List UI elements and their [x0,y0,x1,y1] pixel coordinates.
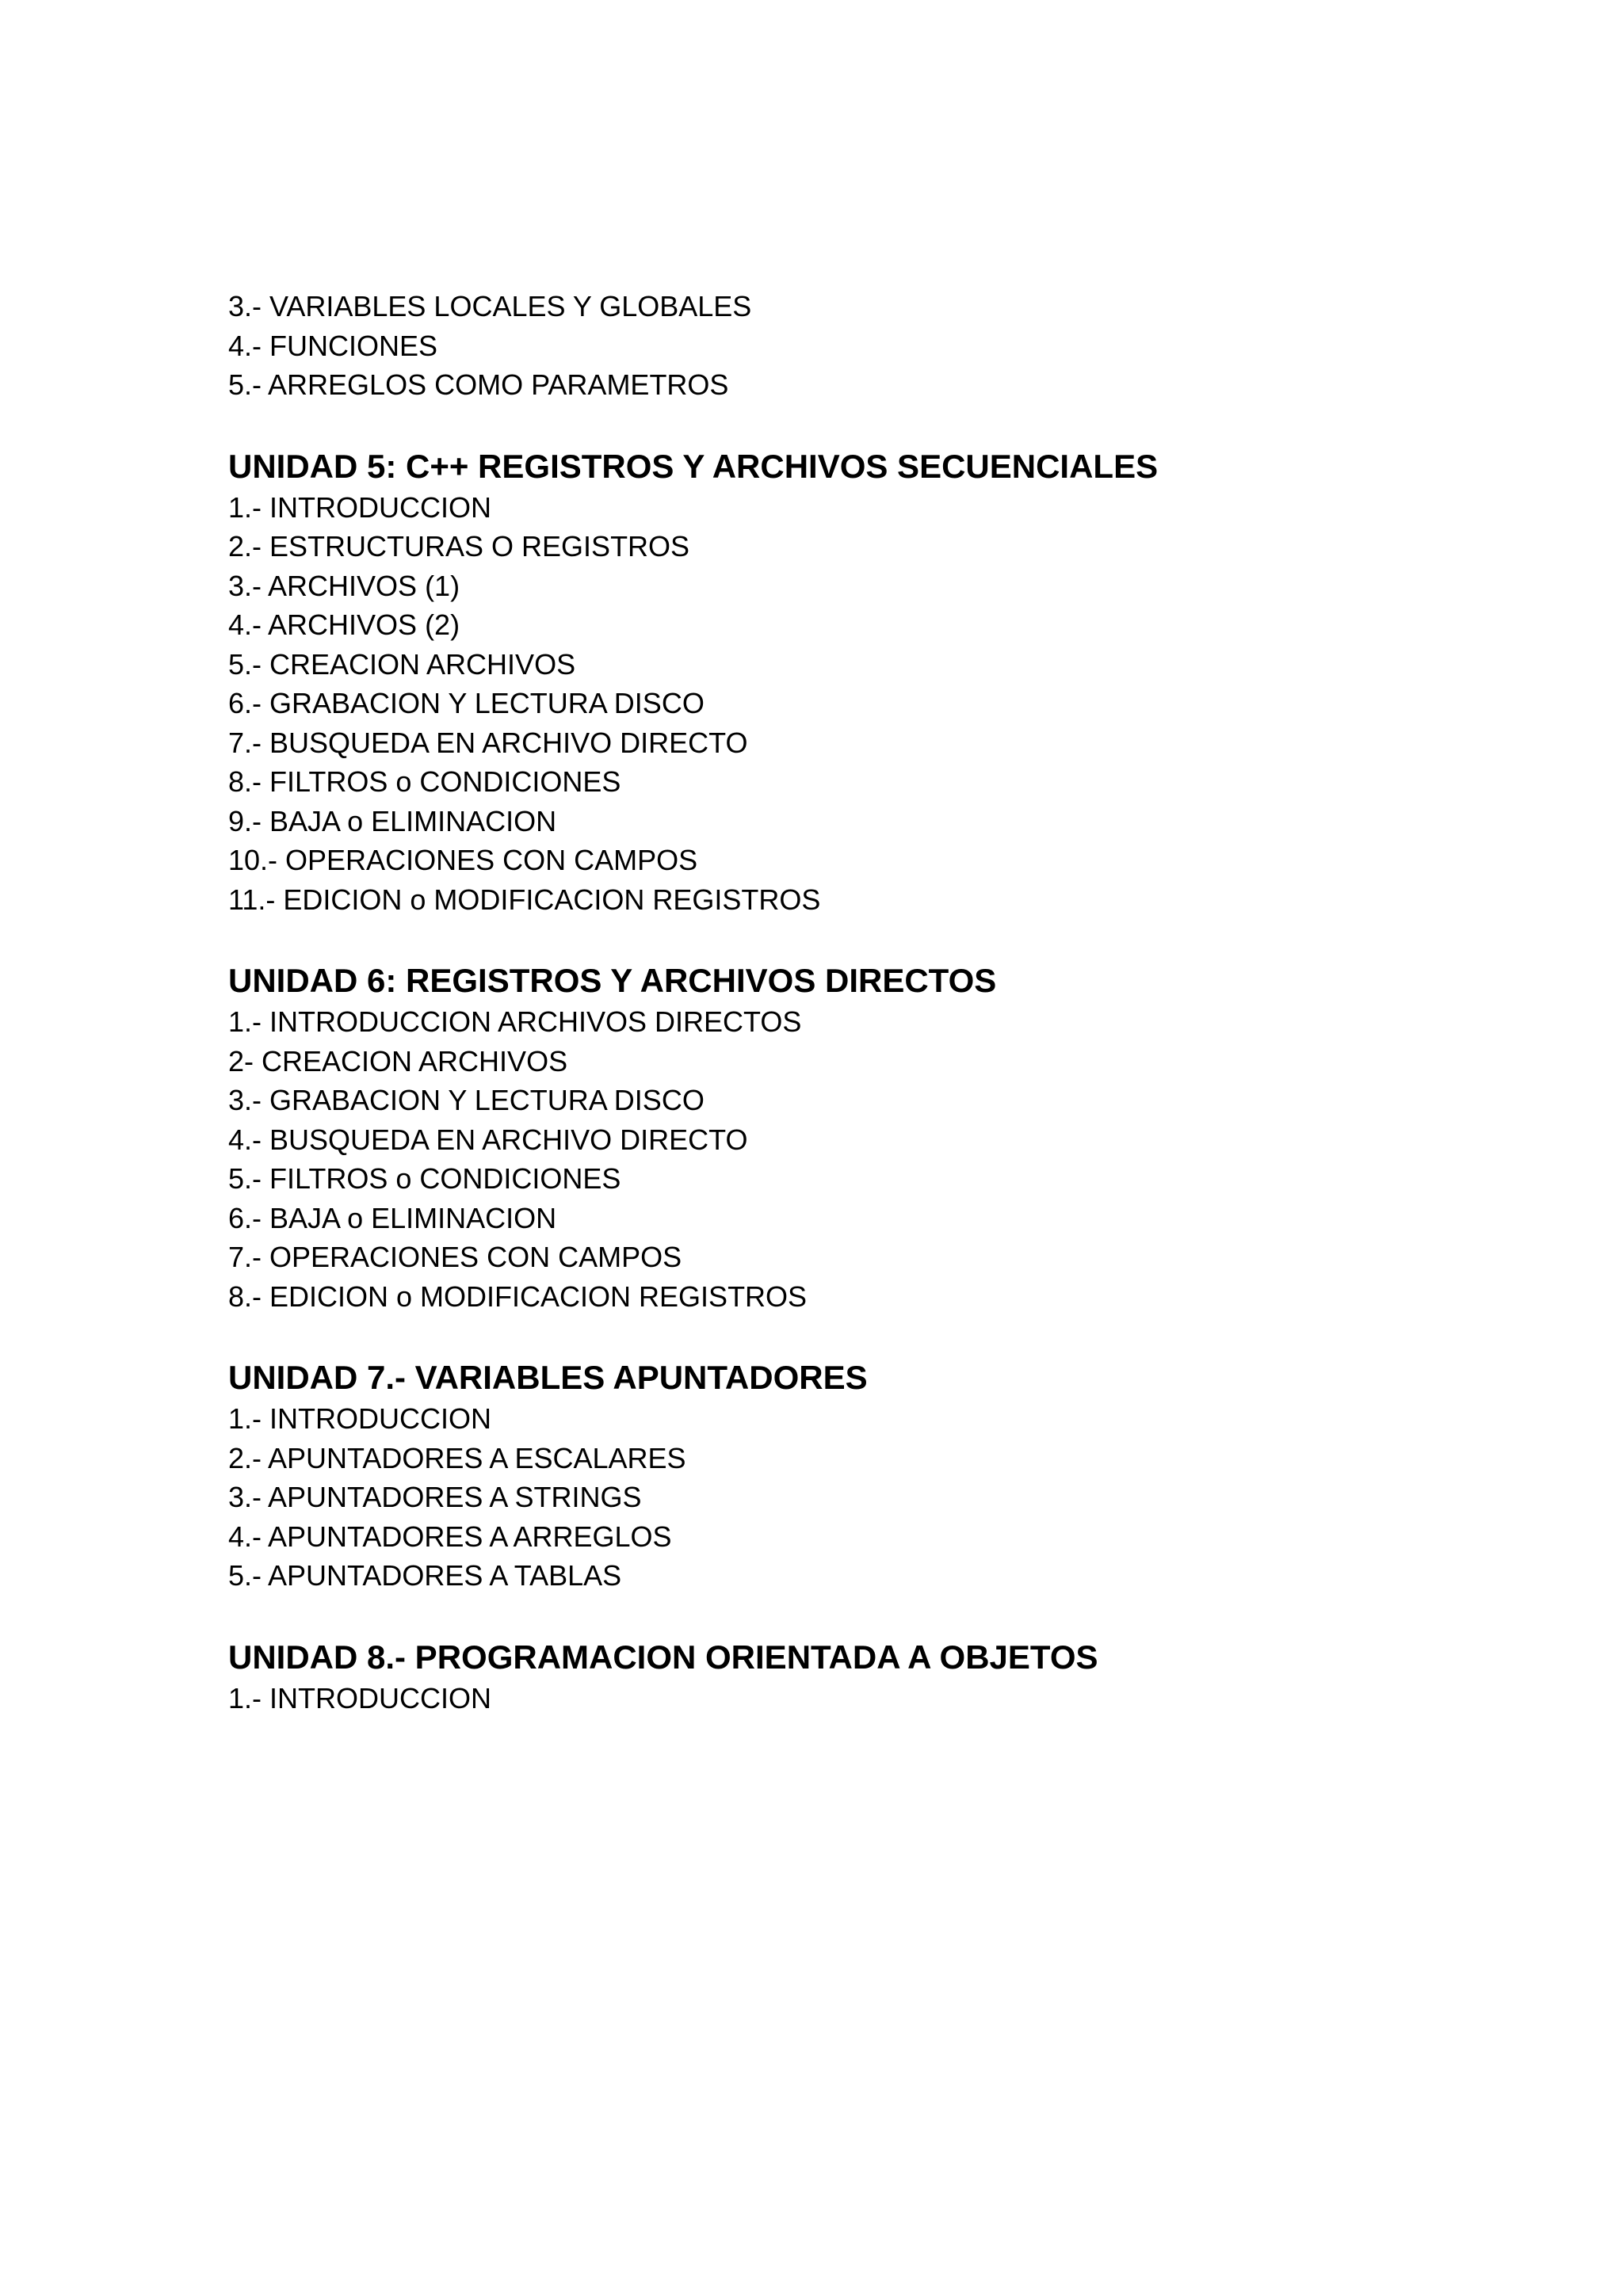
list-item: 1.- INTRODUCCION [228,1402,491,1435]
list-item: 7.- BUSQUEDA EN ARCHIVO DIRECTO [228,726,748,759]
list-item: 2.- ESTRUCTURAS O REGISTROS [228,530,690,563]
section-heading: UNIDAD 7.- VARIABLES APUNTADORES [228,1359,868,1396]
list-item: 4.- FUNCIONES [228,329,438,362]
list-item: 6.- GRABACION Y LECTURA DISCO [228,687,705,719]
section-heading: UNIDAD 8.- PROGRAMACION ORIENTADA A OBJETOS [228,1638,1098,1676]
list-item: 1.- INTRODUCCION [228,490,491,524]
list-item: 5.- APUNTADORES A TABLAS [228,1559,622,1592]
document-section [228,444,1575,920]
list-item: 3.- VARIABLES LOCALES Y GLOBALES [228,290,752,322]
list-item: 3.- GRABACION Y LECTURA DISCO [228,1084,705,1116]
list-item: 7.- OPERACIONES CON CAMPOS [228,1241,682,1273]
section-heading: UNIDAD 5: C++ REGISTROS Y ARCHIVOS SECUENCIALES [228,447,1159,485]
list-item: 1.- INTRODUCCION [228,1681,491,1714]
document-section [228,287,1575,405]
list-item: 1.- INTRODUCCION ARCHIVOS DIRECTOS [228,1005,802,1038]
list-item: 2- CREACION ARCHIVOS [228,1044,568,1077]
list-item: 10.- OPERACIONES CON CAMPOS [228,844,698,876]
list-item: 9.- BAJA o ELIMINACION [228,804,557,837]
list-item: 5.- FILTROS o CONDICIONES [228,1162,621,1195]
list-item: 2.- APUNTADORES A ESCALARES [228,1441,686,1474]
list-item: 3.- ARCHIVOS (1) [228,569,460,602]
document-section [228,1635,1575,1718]
list-item: 6.- BAJA o ELIMINACION [228,1201,557,1234]
list-item: 5.- ARREGLOS COMO PARAMETROS [228,368,729,401]
document-section [228,1356,1575,1596]
document-section [228,959,1575,1316]
list-item: 3.- APUNTADORES A STRINGS [228,1481,642,1513]
list-item: 11.- EDICION o MODIFICACION REGISTROS [228,883,821,916]
list-item: 5.- CREACION ARCHIVOS [228,647,576,681]
list-item: 4.- BUSQUEDA EN ARCHIVO DIRECTO [228,1123,748,1156]
list-item: 8.- EDICION o MODIFICACION REGISTROS [228,1280,808,1313]
list-item: 8.- FILTROS o CONDICIONES [228,765,621,798]
document-body [228,287,1575,1718]
list-item: 4.- APUNTADORES A ARREGLOS [228,1520,672,1553]
section-heading: UNIDAD 6: REGISTROS Y ARCHIVOS DIRECTOS [228,962,997,999]
list-item: 4.- ARCHIVOS (2) [228,608,460,641]
